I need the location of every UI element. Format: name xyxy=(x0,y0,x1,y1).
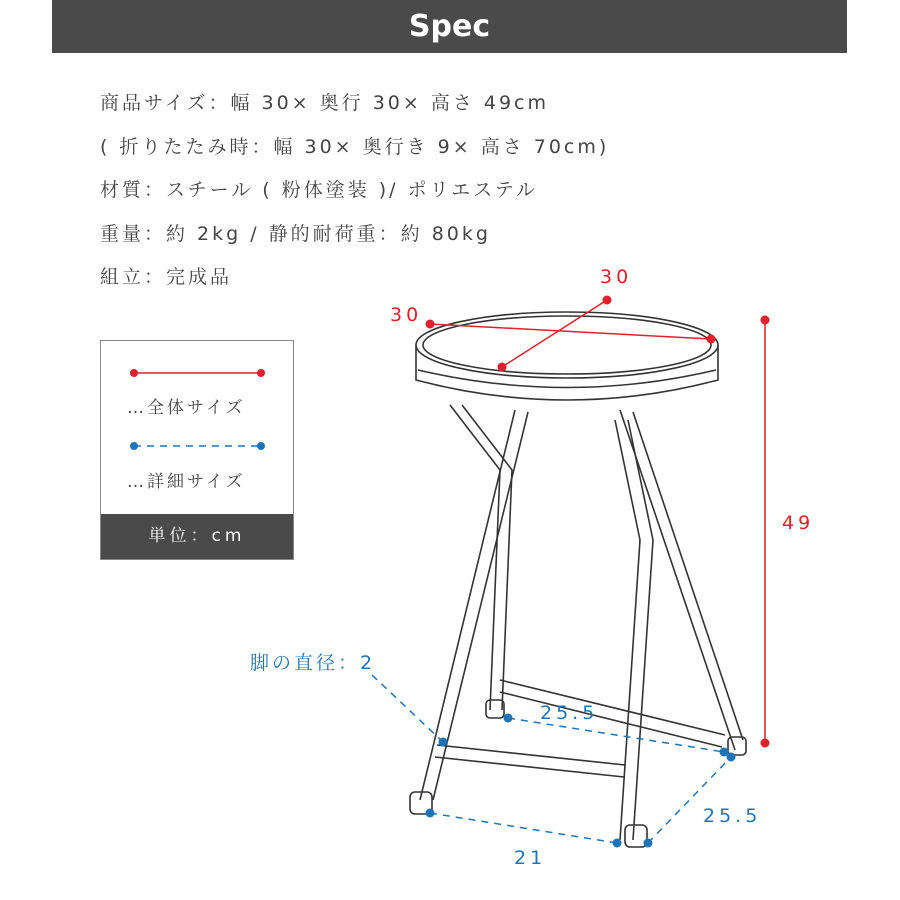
stool-drawing xyxy=(410,312,746,847)
spec-header: Spec xyxy=(52,0,847,53)
base-side-label: 25.5 xyxy=(703,805,762,827)
height-label: 49 xyxy=(782,512,815,534)
spec-assembly: 組立：完成品 xyxy=(100,266,233,288)
spec-material: 材質：スチール ( 粉体塗装 )/ ポリエステル xyxy=(100,179,538,201)
leg-diameter-label: 脚の直径：2 xyxy=(250,652,376,674)
detail-dimension-lines xyxy=(372,675,736,848)
spec-folded-size: ( 折りたたみ時：幅 30× 奥行き 9× 高さ 70cm) xyxy=(100,136,610,158)
base-back-label: 25.5 xyxy=(540,702,599,724)
spec-weight: 重量：約 2kg / 静的耐荷重：約 80kg xyxy=(100,223,491,245)
seat-depth-label: 30 xyxy=(600,266,633,288)
legend-unit: 単位：cm xyxy=(101,514,293,559)
seat-width-label: 30 xyxy=(390,304,423,326)
legend-detail: …詳細サイズ xyxy=(127,472,246,492)
legend-overall: …全体サイズ xyxy=(127,398,246,418)
base-front-label: 21 xyxy=(514,847,547,869)
spec-size: 商品サイズ：幅 30× 奥行 30× 高さ 49cm xyxy=(100,92,550,114)
